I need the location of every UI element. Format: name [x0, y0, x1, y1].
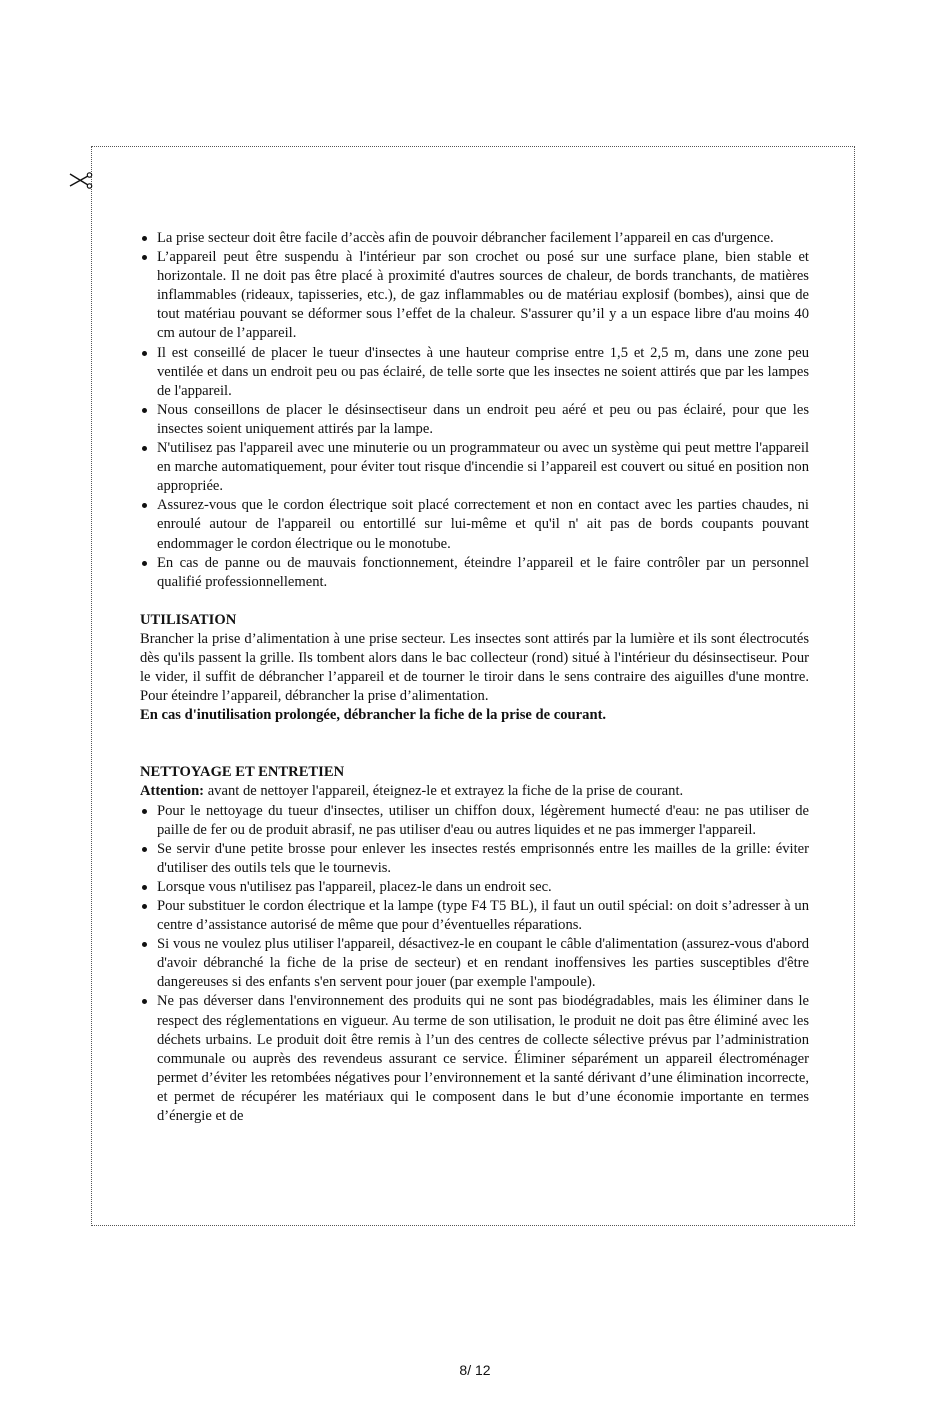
scissors-icon — [66, 168, 94, 192]
list-item: Lorsque vous n'utilisez pas l'appareil, placez-le dans un endroit sec. — [140, 878, 809, 897]
attention-text: avant de nettoyer l'appareil, éteignez-le et extrayez la fiche de la prise de courant. — [204, 783, 684, 800]
attention-line — [140, 782, 809, 801]
list-item: En cas de panne ou de mauvais fonctionnement, éteindre l’appareil et le faire contrôler par un personnel qualifié professionnellement. — [140, 554, 809, 592]
attention-label: Attention: — [140, 783, 205, 800]
manual-content — [140, 229, 809, 1126]
list-item: Si vous ne voulez plus utiliser l'appareil, désactivez-le en coupant le câble d'alimentation (assurez-vous d'abord d'avoir débranché la fiche de la prise de secteur) et en rendant inoffensives les parties susceptibles d'être dangereuses si des enfants s'en servent pour jouer (par exemple l'ampoule). — [140, 935, 809, 992]
list-item: Il est conseillé de placer le tueur d'insectes à une hauteur comprise entre 1,5 et 2,5 m, dans une zone peu ventilée et dans un endroit peu ou pas éclairé, de telle sorte que les insectes ne soient attirés que par les lampes de l'appareil. — [140, 344, 809, 401]
list-item: Se servir d'une petite brosse pour enlever les insectes restés emprisonnés entre les mailles de la grille: éviter d'utiliser des outils tels que le tournevis. — [140, 840, 809, 878]
entretien-heading: NETTOYAGE ET ENTRETIEN — [140, 764, 345, 781]
list-item: Pour le nettoyage du tueur d'insectes, utiliser un chiffon doux, légèrement humecté d'eau: ne pas utiliser de paille de fer ou de produit abrasif, ne pas utiliser d'eau ou autres liquides et ne pas immerger l'appareil. — [140, 802, 809, 840]
safety-list — [140, 229, 809, 592]
list-item: Assurez-vous que le cordon électrique soit placé correctement et non en contact avec les parties chaudes, ni enroulé autour de l'appareil ou entortillé sur lui-même et qu'il n' ait pas de bords coupants pouvant endommager le cordon électrique ou le monotube. — [140, 496, 809, 553]
utilisation-heading: UTILISATION — [140, 611, 237, 628]
list-item: Nous conseillons de placer le désinsectiseur dans un endroit peu aéré et peu ou pas éclairé, pour que les insectes soient uniquement attirés par la lampe. — [140, 401, 809, 439]
utilisation-body: Brancher la prise d’alimentation à une prise secteur. Les insectes sont attirés par la lumière et ils sont électrocutés dès qu'ils passent la grille. Ils tombent alors dans le bac collecteur (rond) situé à l'intérieur du désinsectiseur. Pour le vider, il suffit de débrancher l’appareil et de tourner le tiroir dans le sens contraire des aiguilles d'une montre. Pour éteindre l’appareil, débrancher la prise d’alimentation. — [140, 630, 809, 705]
entretien-list — [140, 802, 809, 1127]
list-item: La prise secteur doit être facile d’accès afin de pouvoir débrancher facilement l’appareil en cas d'urgence. — [140, 229, 809, 248]
list-item: Pour substituer le cordon électrique et la lampe (type F4 T5 BL), il faut un outil spécial: on doit s’adresser à un centre d’assistance autorisé de même que pour d’éventuelles réparations. — [140, 897, 809, 935]
list-item: L’appareil peut être suspendu à l'intérieur par son crochet ou posé sur une surface plane, bien stable et horizontale. Il ne doit pas être placé à proximité d'autres sources de chaleur, de bords tranchants, de matières inflammables (rideaux, tapisseries, etc.), de gaz inflammables ou de matériau explosif (bombes), ainsi que de tout matériau pouvant se déformer sous l’effet de la chaleur. S'assurer qu’il y a un espace libre d'au moins 40 cm autour de l’appareil. — [140, 248, 809, 343]
list-item: Ne pas déverser dans l'environnement des produits qui ne sont pas biodégradables, mais les éliminer dans le respect des réglementations en vigueur. Au terme de son utilisation, le produit ne doit pas être éliminé avec les déchets urbains. Le produit doit être remis à l’un des centres de collecte sélective prévus par l’administration communale ou auprès des revendeus assurant ce service. Éliminer séparément un appareil électroménager permet d’éviter les retombées négatives pour l’environnement et la santé dérivant d’une élimination incorrecte, et permet de récupérer les matériaux qui le composent dans le but d’une économie importante en termes d’énergie et de — [140, 992, 809, 1126]
list-item: N'utilisez pas l'appareil avec une minuterie ou un programmateur ou avec un système qui peut mettre l'appareil en marche automatiquement, pour éviter tout risque d'incendie si l’appareil est couvert ou situé en position non appropriée. — [140, 439, 809, 496]
utilisation-warning: En cas d'inutilisation prolongée, débrancher la fiche de la prise de courant. — [140, 707, 607, 724]
page-number: 8/ 12 — [459, 1362, 491, 1378]
